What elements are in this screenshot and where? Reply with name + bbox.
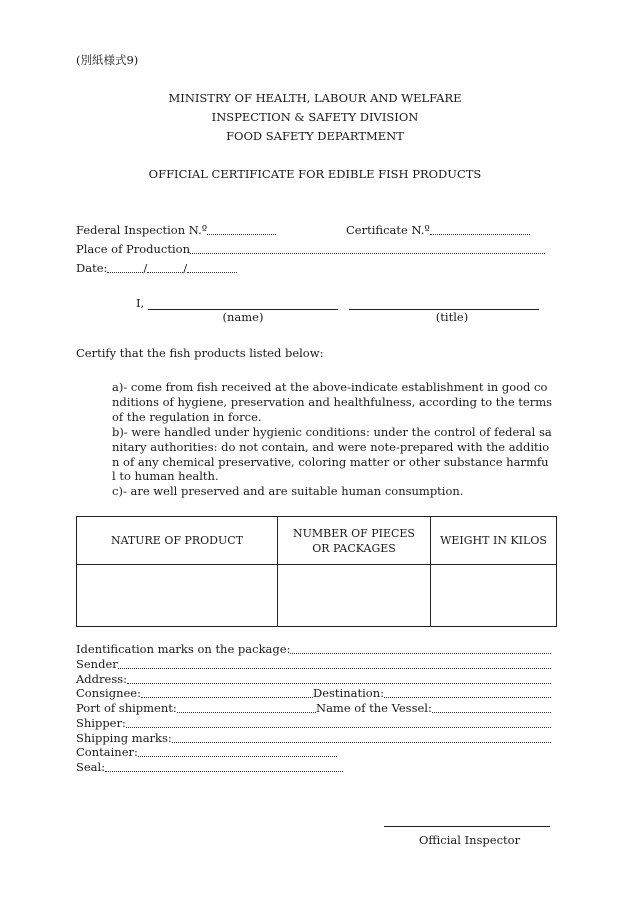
date-day-blank[interactable]	[107, 262, 143, 273]
certificate-no-label: Certificate N.º	[346, 223, 430, 237]
vessel-blank[interactable]	[432, 702, 551, 713]
col-nature-header: NATURE OF PRODUCT	[77, 517, 278, 565]
destination-field[interactable]	[313, 686, 551, 700]
seal-blank[interactable]	[105, 761, 343, 772]
certificate-title: OFFICIAL CERTIFICATE FOR EDIBLE FISH PRODUCTS	[148, 167, 482, 181]
port-of-shipment-blank[interactable]	[177, 702, 316, 713]
consignee-label: Consignee:	[76, 686, 141, 700]
col-pieces-header	[278, 517, 431, 565]
port-of-shipment-label: Port of shipment:	[76, 701, 177, 715]
division-heading: INSPECTION & SAFETY DIVISION	[211, 110, 419, 124]
certificate-no-blank[interactable]	[430, 224, 530, 235]
seal-field[interactable]	[76, 760, 343, 774]
col-pieces-line1: NUMBER OF PIECES	[293, 526, 415, 540]
consignee-field[interactable]	[76, 686, 313, 700]
pieces-cell[interactable]	[278, 565, 431, 627]
inspector-signature-line[interactable]	[384, 826, 550, 827]
federal-inspection-field[interactable]	[76, 223, 276, 237]
date-separator: /	[143, 261, 148, 275]
vessel-label: Name of the Vessel:	[316, 701, 432, 715]
sender-field[interactable]	[76, 657, 551, 671]
destination-blank[interactable]	[384, 687, 551, 698]
certify-intro: Certify that the fish products listed below:	[76, 346, 324, 360]
sender-label: Sender	[76, 657, 118, 671]
ministry-heading: MINISTRY OF HEALTH, LABOUR AND WELFARE	[168, 91, 462, 105]
seal-label: Seal:	[76, 760, 106, 774]
address-field[interactable]	[76, 672, 551, 686]
nature-cell[interactable]	[77, 565, 278, 627]
shipping-marks-field[interactable]	[76, 731, 551, 745]
identification-marks-blank[interactable]	[290, 643, 551, 654]
place-of-production-label: Place of Production	[76, 242, 191, 256]
certify-item-label: a)	[112, 380, 124, 394]
sender-blank[interactable]	[118, 658, 551, 669]
certify-item-label: c)	[112, 484, 123, 498]
consignee-blank[interactable]	[141, 687, 313, 698]
place-of-production-field[interactable]	[76, 242, 545, 256]
shipping-marks-label: Shipping marks:	[76, 731, 172, 745]
identification-marks-label: Identification marks on the package:	[76, 642, 291, 656]
name-caption: (name)	[222, 310, 264, 324]
certify-item-text: - come from fish received at the above-indicate establishment in good conditions of hygiene, preservation and healthfulness, according to the terms of the regulation in force.	[112, 380, 553, 424]
container-field[interactable]	[76, 745, 337, 759]
form-label: (別紙様式9)	[76, 53, 139, 67]
port-of-shipment-field[interactable]	[76, 701, 316, 715]
certify-item-text: - are well preserved and are suitable human consumption.	[122, 484, 464, 498]
shipping-marks-blank[interactable]	[172, 732, 551, 743]
table-row[interactable]	[77, 565, 557, 627]
declarant-prefix: I,	[136, 296, 145, 310]
date-year-blank[interactable]	[187, 262, 237, 273]
date-month-blank[interactable]	[147, 262, 183, 273]
department-heading: FOOD SAFETY DEPARTMENT	[226, 129, 404, 143]
federal-inspection-label: Federal Inspection N.º	[76, 223, 208, 237]
title-caption: (title)	[435, 310, 469, 324]
date-label: Date:	[76, 261, 108, 275]
address-label: Address:	[76, 672, 128, 686]
certify-item-b	[112, 425, 552, 484]
destination-label: Destination:	[313, 686, 384, 700]
address-blank[interactable]	[127, 673, 551, 684]
shipper-label: Shipper:	[76, 716, 126, 730]
table-header-row	[77, 517, 557, 565]
weight-cell[interactable]	[431, 565, 557, 627]
certificate-no-field[interactable]	[346, 223, 530, 237]
identification-marks-field[interactable]	[76, 642, 551, 656]
vessel-field[interactable]	[316, 701, 551, 715]
shipper-blank[interactable]	[126, 717, 551, 728]
certify-item-label: b)	[112, 425, 124, 439]
federal-inspection-blank[interactable]	[207, 224, 276, 235]
certify-item-c	[112, 484, 552, 499]
shipper-field[interactable]	[76, 716, 551, 730]
certify-item-a	[112, 380, 552, 424]
container-blank[interactable]	[138, 746, 337, 757]
container-label: Container:	[76, 745, 138, 759]
date-field[interactable]	[76, 261, 238, 275]
official-inspector-caption: Official Inspector	[419, 833, 521, 847]
col-weight-header: WEIGHT IN KILOS	[431, 517, 557, 565]
product-table	[76, 516, 557, 627]
col-pieces-line2: OR PACKAGES	[312, 541, 396, 555]
place-of-production-blank[interactable]	[190, 243, 545, 254]
certify-item-text: - were handled under hygienic conditions: under the control of federal sanitary authorities: do not contain, and were note-prepared with the addition of any chemical preservative, coloring matter or other substance harmful to human health.	[112, 425, 552, 484]
date-separator: /	[183, 261, 188, 275]
